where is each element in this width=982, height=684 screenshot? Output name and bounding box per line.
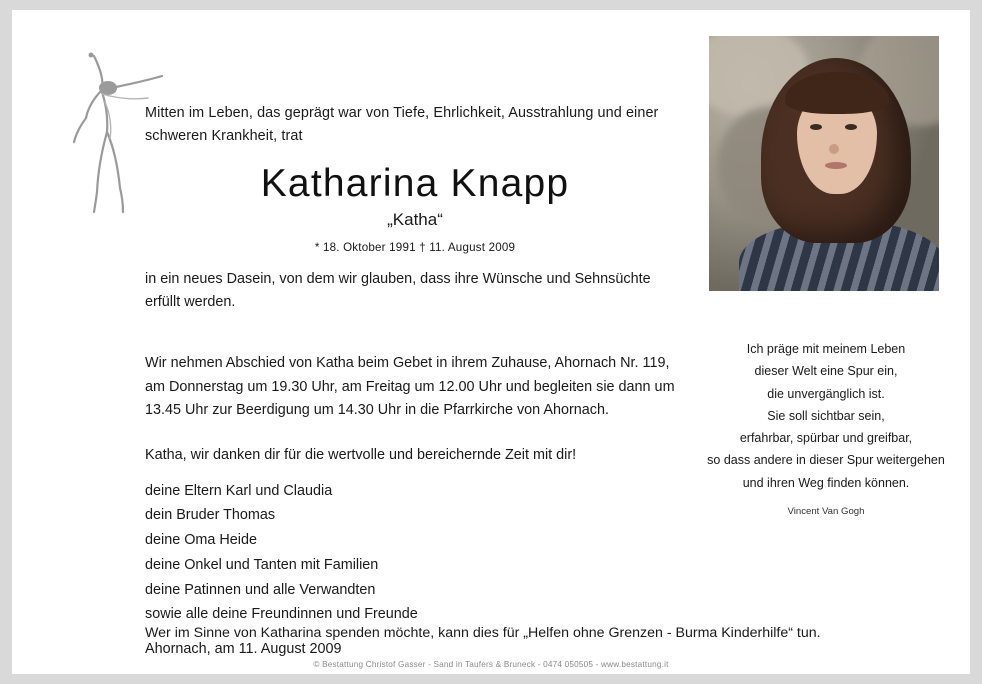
- thanks-paragraph: Katha, wir danken dir für die wertvolle und bereichernde Zeit mit dir!: [145, 447, 577, 464]
- list-item: dein Bruder Thomas: [145, 507, 276, 524]
- obituary-text-column: [145, 102, 685, 657]
- intro-paragraph: Mitten im Leben, das geprägt war von Tiefe, Ehrlichkeit, Ausstrahlung und einer schweren Krankheit, trat: [145, 105, 659, 145]
- photo-eye-right: [845, 124, 857, 130]
- family-list: [145, 479, 685, 628]
- imprint-line: © Bestattung Christof Gasser - Sand in Taufers & Bruneck - 0474 050505 - www.bestattung.it: [313, 660, 669, 669]
- funeral-details-paragraph: Wir nehmen Abschied von Katha beim Gebet in ihrem Zuhause, Ahornach Nr. 119, am Donnerstag um 19.30 Uhr, am Freitag um 12.00 Uhr und begleiten sie dann um 13.45 Uhr zur Beerdigung um 14.30 Uhr in die Pfarrkirche von Ahornach.: [145, 355, 675, 418]
- quote-line: dieser Welt eine Spur ein,: [754, 364, 898, 379]
- portrait-photo: [709, 36, 939, 291]
- quote-line: und ihren Weg finden können.: [742, 475, 910, 490]
- list-item: sowie alle deine Freundinnen und Freunde: [145, 606, 418, 623]
- quote-author: Vincent Van Gogh: [787, 505, 865, 517]
- photo-nose: [829, 144, 839, 154]
- donation-note: Wer im Sinne von Katharina spenden möchte, kann dies für „Helfen ohne Grenzen - Burma Kinderhilfe“ tun.: [145, 625, 821, 641]
- list-item: deine Patinnen und alle Verwandten: [145, 581, 376, 598]
- quote-block: [702, 338, 950, 520]
- quote-line: Sie soll sichtbar sein,: [767, 408, 885, 423]
- deceased-nickname: „Katha“: [387, 209, 443, 229]
- list-item: deine Eltern Karl und Claudia: [145, 482, 333, 499]
- birth-death-dates: * 18. Oktober 1991 † 11. August 2009: [314, 240, 516, 254]
- deceased-name: Katharina Knapp: [260, 161, 570, 205]
- quote-line: so dass andere in dieser Spur weitergehen: [707, 453, 945, 468]
- after-dates-paragraph: in ein neues Dasein, von dem wir glauben, dass ihre Wünsche und Sehnsüchte erfüllt werden.: [145, 270, 651, 310]
- list-item: deine Onkel und Tanten mit Familien: [145, 556, 379, 573]
- place-and-date: Ahornach, am 11. August 2009: [145, 641, 342, 658]
- memorial-card: [12, 10, 970, 674]
- quote-line: die unvergänglich ist.: [767, 386, 885, 401]
- quote-line: erfahrbar, spürbar und greifbar,: [739, 431, 913, 445]
- list-item: deine Oma Heide: [145, 532, 257, 549]
- quote-line: Ich präge mit meinem Leben: [746, 342, 906, 356]
- photo-mouth: [825, 162, 847, 169]
- photo-eye-left: [810, 124, 822, 130]
